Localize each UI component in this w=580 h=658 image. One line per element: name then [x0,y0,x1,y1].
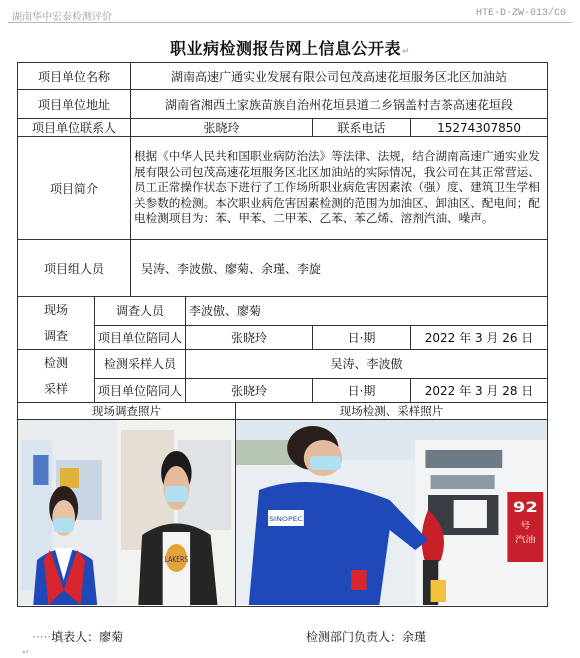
sampling-photo [236,420,547,605]
pump-word2-text: 汽油 [515,535,536,545]
contact-label: 项目单位联系人 [18,119,131,137]
site-date-label: 日·期 [313,325,411,349]
svg-text:LAKERS: LAKERS [164,554,189,565]
sampler-value: 吴涛、李波傲 [186,350,548,379]
unit-address-label: 项目单位地址 [18,90,131,119]
sinopec-text: SINOPEC [269,515,303,523]
info-table [17,62,548,607]
intro-text: 根据《中华人民共和国职业病防治法》等法律、法规，结合湖南高速广通实业发展有限公司包茂高速花垣服务区北区加油站的实际情况，我公司在其正常营运、员工正常操作状态下进行了工作场所职业病危害因素浓（强）度、建筑卫生学相关参数的检测。本次职业病危害因素检测的范围为加油区、卸油区、配电间；配电检测项目为：苯、甲苯、二甲苯、乙苯、苯乙烯、溶剂汽油、噪声。 [131,137,548,240]
pump-word-text: 号 [520,521,531,531]
sampler-label: 检测采样人员 [95,350,186,379]
site-companion-label: 项目单位陪同人 [95,325,186,349]
unit-name-label: 项目单位名称 [18,63,131,90]
unit-address-value: 湖南省湘西土家族苗族自治州花垣县道二乡锅盖村吉茶高速花垣段 [131,90,548,119]
site-companion-value: 张晓玲 [186,325,313,349]
header-divider [8,22,572,23]
pump-grade-text: 92 [512,498,538,516]
phone-value: 15274307850 [411,119,548,137]
paragraph-mark: ↵ [22,648,30,658]
header-company: 湖南华中宏泰检测评价 [12,12,112,23]
investigator-value: 李波傲、廖菊 [186,297,548,326]
sampling-companion-label: 项目单位陪同人 [95,378,186,402]
intro-label: 项目简介 [18,137,131,240]
team-value: 吴涛、李波傲、廖菊、余瑾、李旋 [131,240,548,297]
site-photo-label: 现场调查照片 [18,403,236,420]
site-survey-photo [18,420,235,605]
sampling-photo-label: 现场检测、采样照片 [236,403,548,420]
investigator-label: 调查人员 [95,297,186,326]
contact-name: 张晓玲 [131,119,313,137]
phone-label: 联系电话 [313,119,411,137]
department-head-field: 检测部门负责人：余瑾 [306,630,427,644]
site-label: 现场 调查 [18,297,95,350]
site-date-value: 2022 年 3 月 26 日 [411,325,548,349]
filler-field: ·····填表人：廖菊 [32,630,124,644]
header-doc-code: HTE-D-ZW-013/C0 [475,8,566,19]
unit-name-value: 湖南高速广通实业发展有限公司包茂高速花垣服务区北区加油站 [131,63,548,90]
sampling-date-label: 日·期 [313,378,411,402]
page-title: 职业病检测报告网上信息公开表↵ [169,39,411,58]
team-label: 项目组人员 [18,240,131,297]
sampling-companion-value: 张晓玲 [186,378,313,402]
sampling-date-value: 2022 年 3 月 28 日 [411,378,548,402]
sampling-label: 检测 采样 [18,350,95,403]
